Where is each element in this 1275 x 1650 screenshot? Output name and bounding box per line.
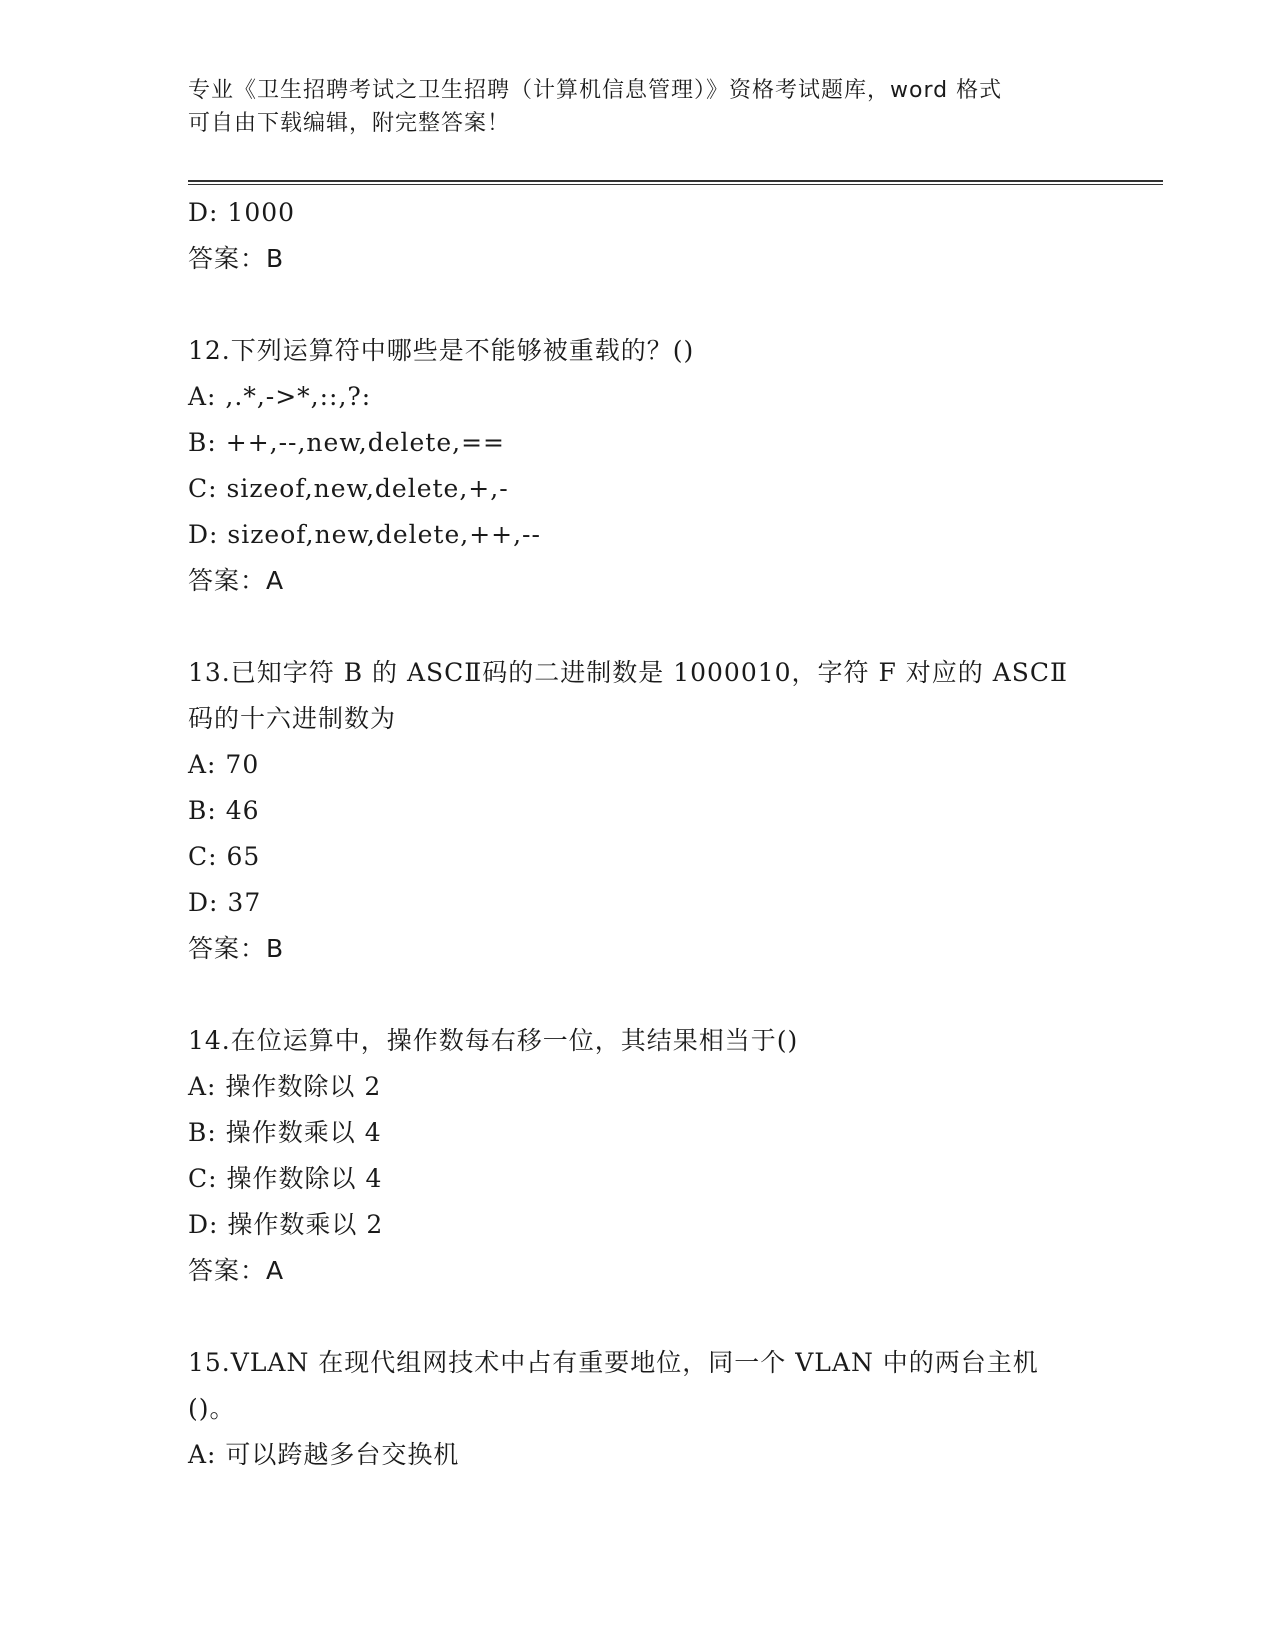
question-list [188,190,1088,1478]
question-14-text: 14.在位运算中，操作数每右移一位，其结果相当于() [188,1026,799,1055]
question-15 [188,1340,1088,1478]
question-13 [188,650,1088,972]
question-12-answer: 答案：A [188,566,285,595]
page-header [188,74,1088,140]
question-12-option-c: C: sizeof,new,delete,+,- [188,474,509,503]
spacer [188,282,1088,328]
question-13-answer: 答案：B [188,934,285,963]
header-line-2: 可自由下载编辑，附完整答案！ [188,111,511,136]
question-14-option-c: C: 操作数除以 4 [188,1164,383,1193]
question-15-option-a: A: 可以跨越多台交换机 [188,1440,460,1469]
spacer [188,604,1088,650]
question-12 [188,328,1088,604]
question-12-text: 12.下列运算符中哪些是不能够被重载的？() [188,336,695,365]
question-13-option-b: B: 46 [188,796,260,825]
question-12-option-a: A: ,.*,->*,::,?: [188,382,372,411]
question-12-option-d: D: sizeof,new,delete,++,-- [188,520,541,549]
spacer [188,1294,1088,1340]
question-13-option-a: A: 70 [188,750,260,779]
header-line-1: 专业《卫生招聘考试之卫生招聘（计算机信息管理）》资格考试题库，word 格式 [188,78,1003,103]
spacer [188,972,1088,1018]
question-13-text-line-1: 13.已知字符 B 的 ASCⅡ码的二进制数是 1000010，字符 F 对应的 ASCⅡ [188,658,1069,687]
question-13-option-c: C: 65 [188,842,261,871]
header-divider-thin [188,184,1163,185]
question-14 [188,1018,1088,1294]
question-15-text-line-1: 15.VLAN 在现代组网技术中占有重要地位，同一个 VLAN 中的两台主机 [188,1348,1039,1377]
question-13-option-d: D: 37 [188,888,262,917]
prev-option-d: D: 1000 [188,198,296,227]
question-13-text-line-2: 码的十六进制数为 [188,704,397,733]
question-14-option-b: B: 操作数乘以 4 [188,1118,382,1147]
question-14-option-d: D: 操作数乘以 2 [188,1210,384,1239]
question-14-option-a: A: 操作数除以 2 [188,1072,382,1101]
question-14-answer: 答案：A [188,1256,285,1285]
question-15-text-line-2: ()。 [188,1394,236,1423]
question-12-option-b: B: ++,--,new,delete,== [188,428,505,457]
header-divider-thick [188,180,1163,182]
prev-answer: 答案：B [188,244,285,273]
